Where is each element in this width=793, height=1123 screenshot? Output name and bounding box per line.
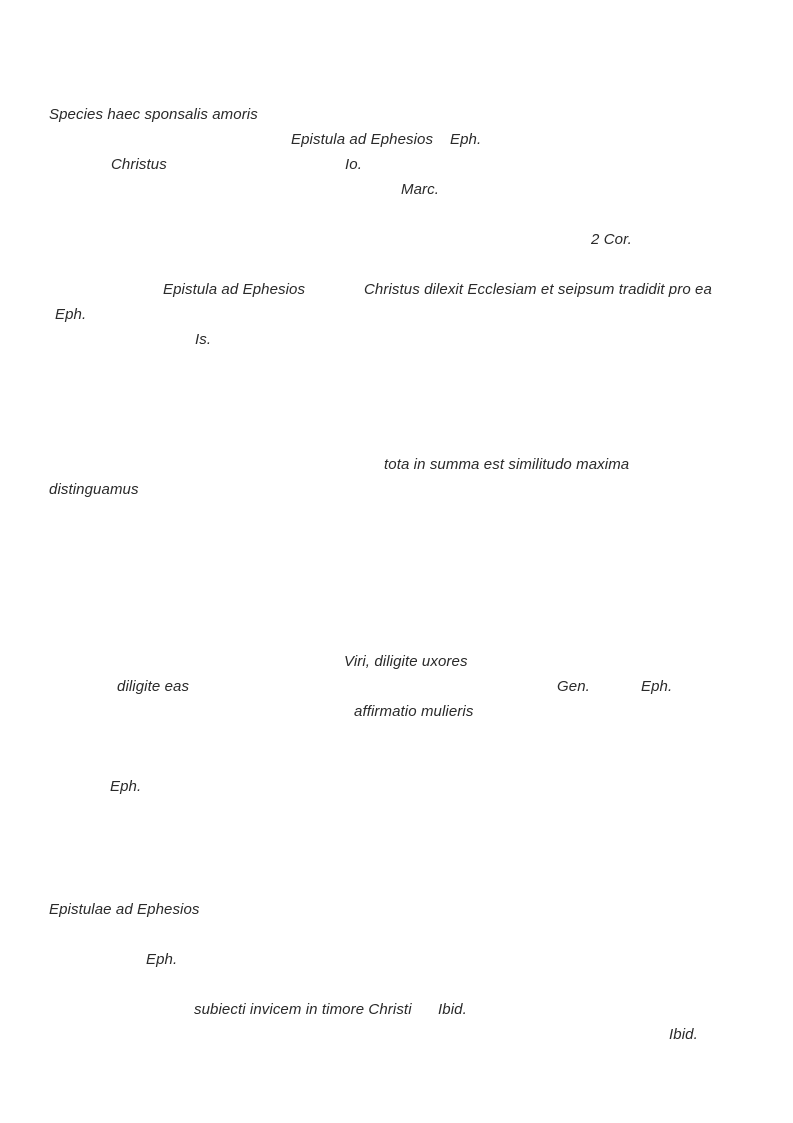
citation-fragment: Eph. — [55, 306, 87, 323]
citation-fragment: Marc. — [401, 181, 439, 198]
text-fragment: Christus — [111, 156, 167, 173]
text-fragment: diligite eas — [117, 678, 190, 695]
text-fragment: tota in summa est similitudo maxima — [384, 456, 630, 473]
citation-fragment: Io. — [345, 156, 362, 173]
text-fragment: Christus dilexit Ecclesiam et seipsum tradidit pro ea — [364, 281, 712, 298]
text-fragment: Epistula ad Ephesios — [163, 281, 306, 298]
text-fragment: affirmatio mulieris — [354, 703, 474, 720]
text-fragment: Viri, diligite uxores — [344, 653, 468, 670]
text-fragment: Epistulae ad Ephesios — [49, 901, 200, 918]
citation-fragment: Eph. — [146, 951, 178, 968]
citation-fragment: Gen. — [557, 678, 590, 695]
citation-fragment: 2 Cor. — [591, 231, 632, 248]
citation-fragment: Eph. — [450, 131, 482, 148]
text-fragment: Epistula ad Ephesios — [291, 131, 434, 148]
text-fragment: subiecti invicem in timore Christi — [194, 1001, 412, 1018]
text-fragment: distinguamus — [49, 481, 139, 498]
citation-fragment: Is. — [195, 331, 212, 348]
citation-fragment: Eph. — [110, 778, 142, 795]
text-fragment: Species haec sponsalis amoris — [49, 106, 258, 123]
citation-fragment: Ibid. — [438, 1001, 467, 1018]
citation-fragment: Ibid. — [669, 1026, 698, 1043]
citation-fragment: Eph. — [641, 678, 673, 695]
